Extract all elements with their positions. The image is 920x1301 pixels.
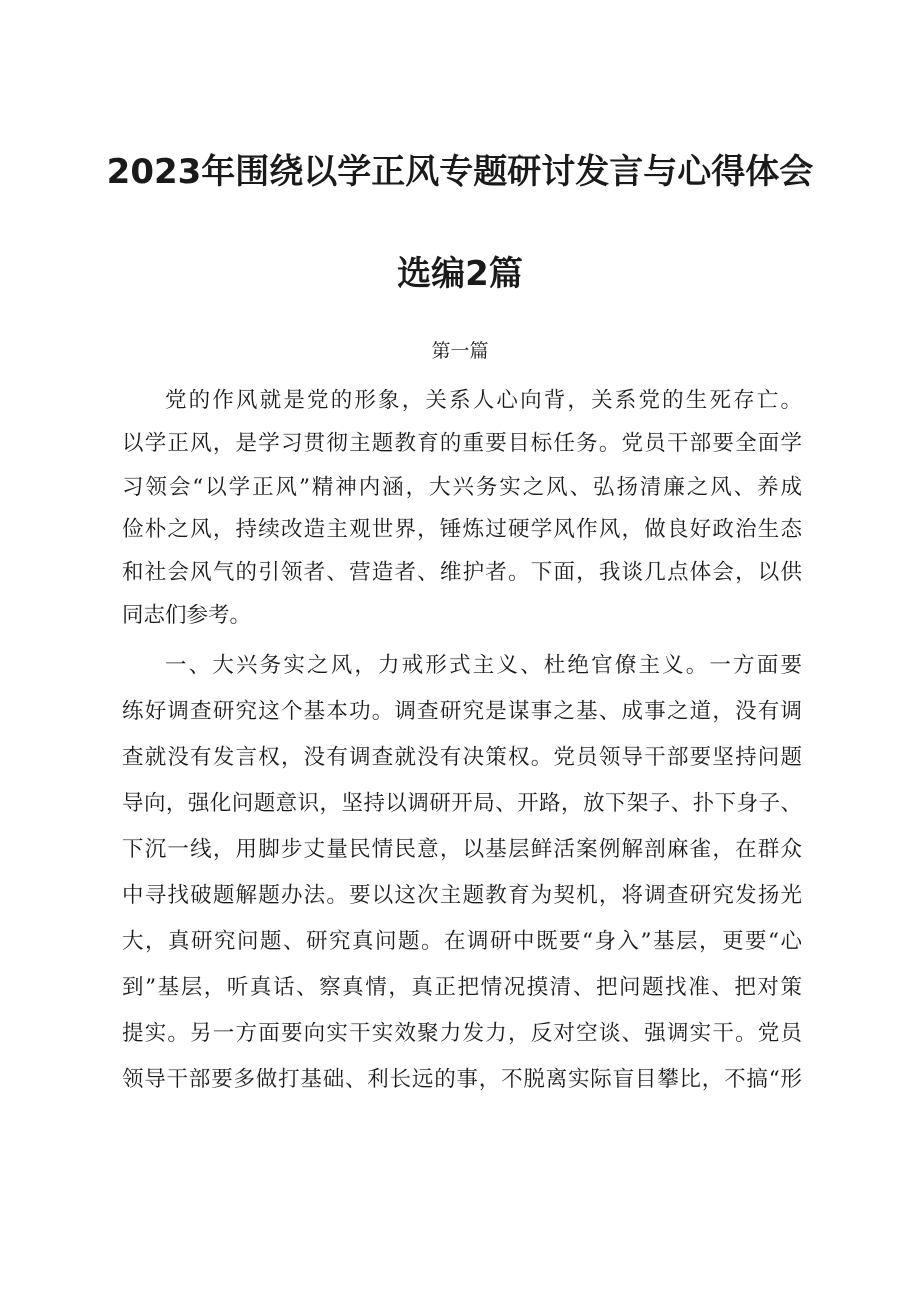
paragraph-1-line: 俭朴之风，持续改造主观世界，锤炼过硬学风作风，做良好政治生态 [122, 517, 802, 542]
paragraph-1-line: 习领会“以学正风”精神内涵，大兴务实之风、弘扬清廉之风、养成 [122, 475, 802, 500]
paragraph-2-line: 下沉一线，用脚步丈量民情民意，以基层鲜活案例解剖麻雀，在群众 [122, 837, 802, 862]
document-title-line-2: 选编2篇 [397, 254, 523, 294]
paragraph-1-line: 同志们参考。 [122, 603, 252, 628]
paragraph-2-line: 领导干部要多做打基础、利长远的事，不脱离实际盲目攀比，不搞“形 [122, 1067, 802, 1092]
section-heading: 第一篇 [431, 340, 489, 362]
paragraph-2-line: 中寻找破题解题办法。要以这次主题教育为契机，将调查研究发扬光 [122, 883, 802, 908]
document-title-line-1: 2023年围绕以学正风专题研讨发言与心得体会 [106, 152, 814, 192]
paragraph-2-line: 大，真研究问题、研究真问题。在调研中既要“身入”基层，更要“心 [122, 929, 802, 954]
paragraph-2-line: 查就没有发言权，没有调查就没有决策权。党员领导干部要坚持问题 [122, 745, 802, 770]
paragraph-2-line: 一、大兴务实之风，力戒形式主义、杜绝官僚主义。一方面要 [165, 653, 802, 678]
paragraph-2-line: 提实。另一方面要向实干实效聚力发力，反对空谈、强调实干。党员 [122, 1021, 802, 1046]
paragraph-1-line: 以学正风，是学习贯彻主题教育的重要目标任务。党员干部要全面学 [122, 431, 802, 456]
paragraph-1-line: 和社会风气的引领者、营造者、维护者。下面，我谈几点体会，以供 [122, 560, 802, 585]
paragraph-2-line: 练好调查研究这个基本功。调查研究是谋事之基、成事之道，没有调 [122, 699, 802, 724]
paragraph-2-line: 导向，强化问题意识，坚持以调研开局、开路，放下架子、扑下身子、 [122, 791, 802, 816]
paragraph-1-line: 党的作风就是党的形象，关系人心向背，关系党的生死存亡。 [165, 388, 802, 413]
paragraph-2-line: 到”基层，听真话、察真情，真正把情况摸清、把问题找准、把对策 [122, 975, 802, 1000]
